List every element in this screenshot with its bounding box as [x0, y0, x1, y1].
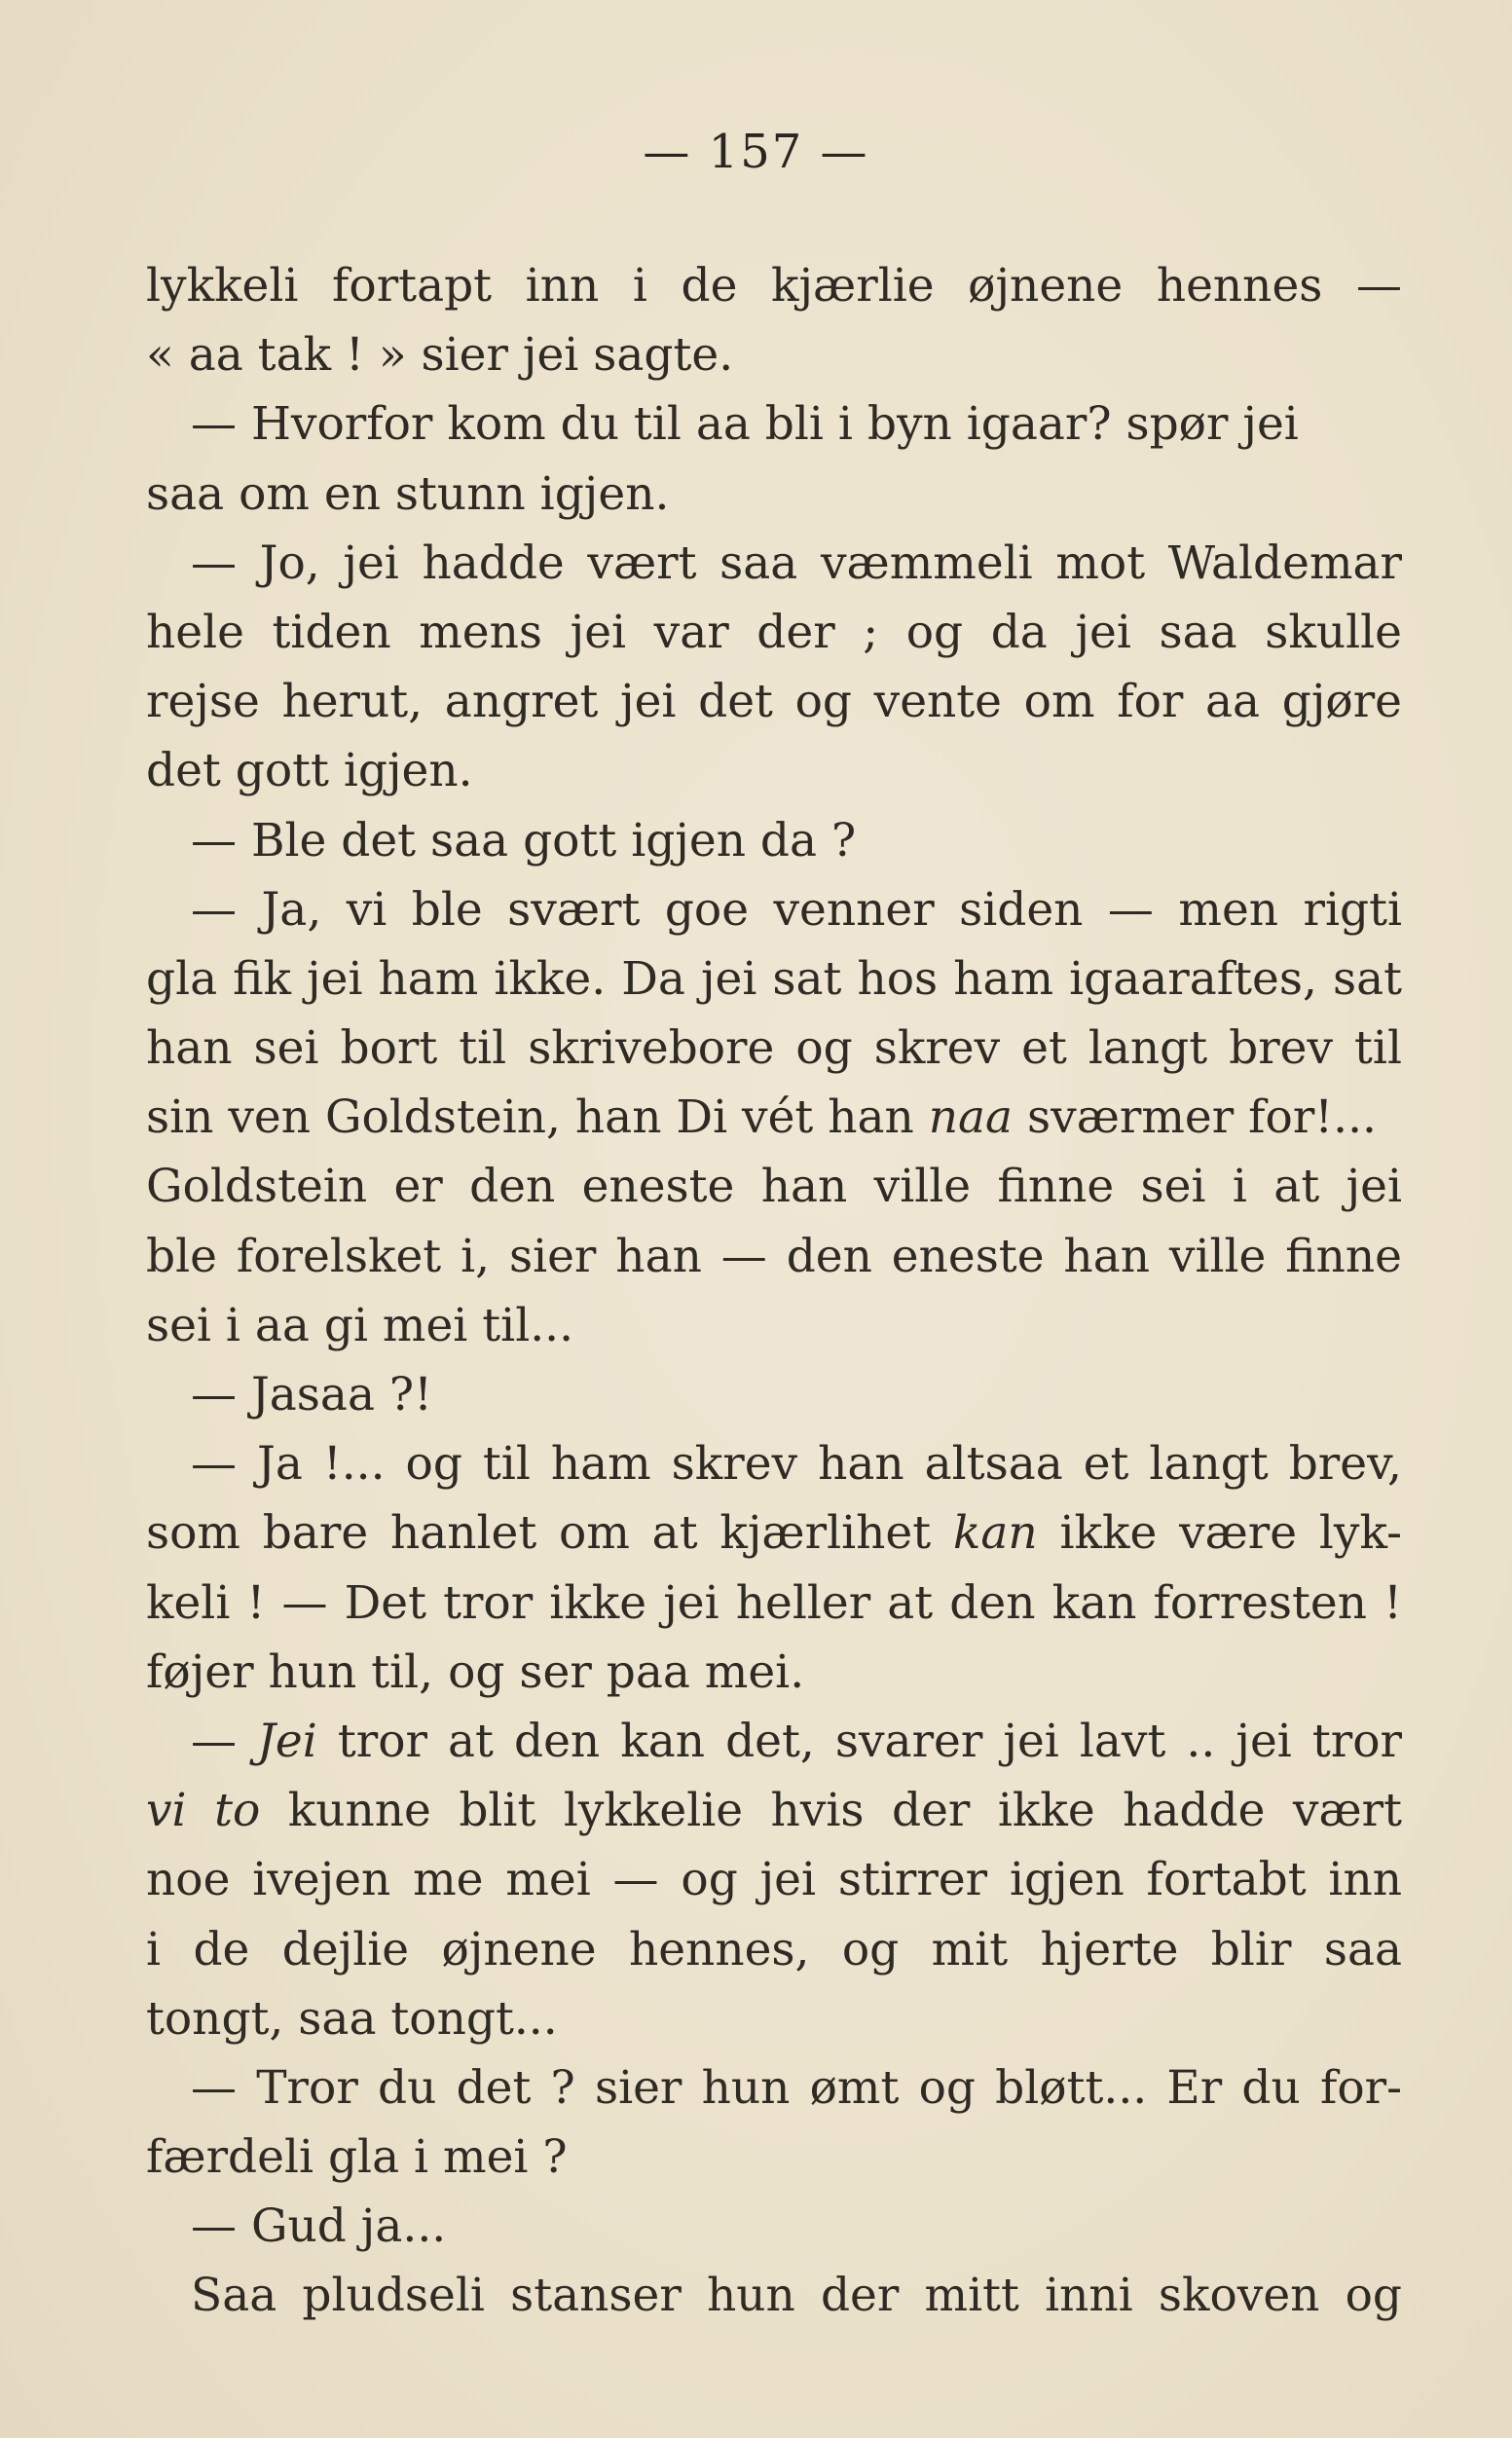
text-line	[146, 1429, 1402, 1498]
text-line	[146, 1569, 1402, 1638]
text-line	[146, 1845, 1402, 1914]
text-line	[146, 1915, 1402, 1984]
italic-text: vi to	[146, 1784, 261, 1838]
text-segment: noe ivejen me mei — og jei stirrer igjen fortabt inn	[146, 1853, 1402, 1907]
text-line	[146, 529, 1402, 598]
text-segment: det gott igjen.	[146, 744, 473, 798]
text-segment: — Tror du det ? sier hun ømt og bløtt... Er du for-	[191, 2060, 1402, 2115]
text-line	[146, 806, 1402, 875]
text-line	[146, 1498, 1402, 1568]
text-segment: — Ja !... og til ham skrev han altsaa et langt brev,	[191, 1437, 1402, 1492]
text-segment: saa om en stunn igjen.	[146, 466, 670, 521]
text-segment: « aa tak ! » sier jei sagte.	[146, 328, 734, 383]
text-segment: han sei bort til skrivebore og skrev et langt brev til	[146, 1021, 1402, 1076]
text-line	[146, 389, 1402, 459]
text-line	[146, 1222, 1402, 1291]
text-segment: føjer hun til, og ser paa mei.	[146, 1644, 805, 1699]
italic-text: Jei	[257, 1714, 317, 1768]
text-line	[146, 1152, 1402, 1221]
text-segment: kunne blit lykkelie hvis der ikke hadde vært	[260, 1784, 1402, 1838]
text-line	[146, 2123, 1402, 2192]
text-segment: lykkeli fortapt inn i de kjærlie øjnene hennes —	[146, 259, 1402, 313]
text-segment: — Gud ja...	[191, 2199, 447, 2254]
text-segment: sværmer for!...	[1013, 1090, 1377, 1145]
text-line	[146, 1984, 1402, 2053]
page-number: — 157 —	[643, 125, 869, 179]
text-line	[146, 1360, 1402, 1429]
text-segment: keli ! — Det tror ikke jei heller at den kan forresten !	[146, 1575, 1402, 1630]
text-segment: ikke være lyk-	[1037, 1506, 1402, 1561]
text-line	[146, 736, 1402, 805]
text-line	[146, 2192, 1402, 2261]
text-line	[146, 1776, 1402, 1845]
text-segment: hele tiden mens jei var der ; og da jei saa skulle	[146, 605, 1402, 659]
text-segment: —	[191, 1714, 258, 1768]
text-segment: tongt, saa tongt...	[146, 1991, 558, 2046]
text-segment: sei i aa gi mei til...	[146, 1298, 574, 1352]
text-line	[146, 1014, 1402, 1083]
text-line	[146, 2261, 1402, 2330]
text-line	[146, 1707, 1402, 1776]
text-segment: rejse herut, angret jei det og vente om for aa gjøre	[146, 675, 1402, 729]
text-line	[146, 460, 1402, 529]
text-line	[146, 320, 1402, 389]
text-line	[146, 1083, 1402, 1152]
text-line	[146, 875, 1402, 944]
text-segment: — Jo, jei hadde vært saa væmmeli mot Waldemar	[191, 536, 1402, 590]
text-line	[146, 251, 1402, 320]
text-segment: gla fik jei ham ikke. Da jei sat hos ham igaaraftes, sat	[146, 951, 1402, 1006]
text-segment: — Ja, vi ble svært goe venner siden — men rigti	[191, 882, 1402, 937]
text-segment: i de dejlie øjnene hennes, og mit hjerte blir saa	[146, 1922, 1402, 1976]
text-segment: — Ble det saa gott igjen da ?	[191, 813, 857, 868]
text-segment: Goldstein er den eneste han ville finne sei i at jei	[146, 1160, 1402, 1214]
body-text	[146, 251, 1402, 2331]
text-line	[146, 2053, 1402, 2123]
text-line	[146, 667, 1402, 736]
text-line	[146, 598, 1402, 667]
text-segment: sin ven Goldstein, han Di vét han	[146, 1090, 929, 1145]
text-line	[146, 944, 1402, 1014]
text-segment: — Hvorfor kom du til aa bli i byn igaar? spør jei	[191, 397, 1299, 452]
text-segment: Saa pludseli stanser hun der mitt inni skoven og	[191, 2269, 1402, 2323]
italic-text: kan	[952, 1506, 1038, 1561]
text-segment: som bare hanlet om at kjærlihet	[146, 1506, 953, 1561]
text-line	[146, 1291, 1402, 1360]
italic-text: naa	[928, 1090, 1014, 1145]
text-segment: ble forelsket i, sier han — den eneste han ville finne	[146, 1229, 1402, 1283]
text-line	[146, 1638, 1402, 1707]
text-segment: — Jasaa ?!	[191, 1368, 432, 1422]
text-segment: færdeli gla i mei ?	[146, 2130, 568, 2185]
text-segment: tror at den kan det, svarer jei lavt .. jei tror	[316, 1714, 1402, 1768]
